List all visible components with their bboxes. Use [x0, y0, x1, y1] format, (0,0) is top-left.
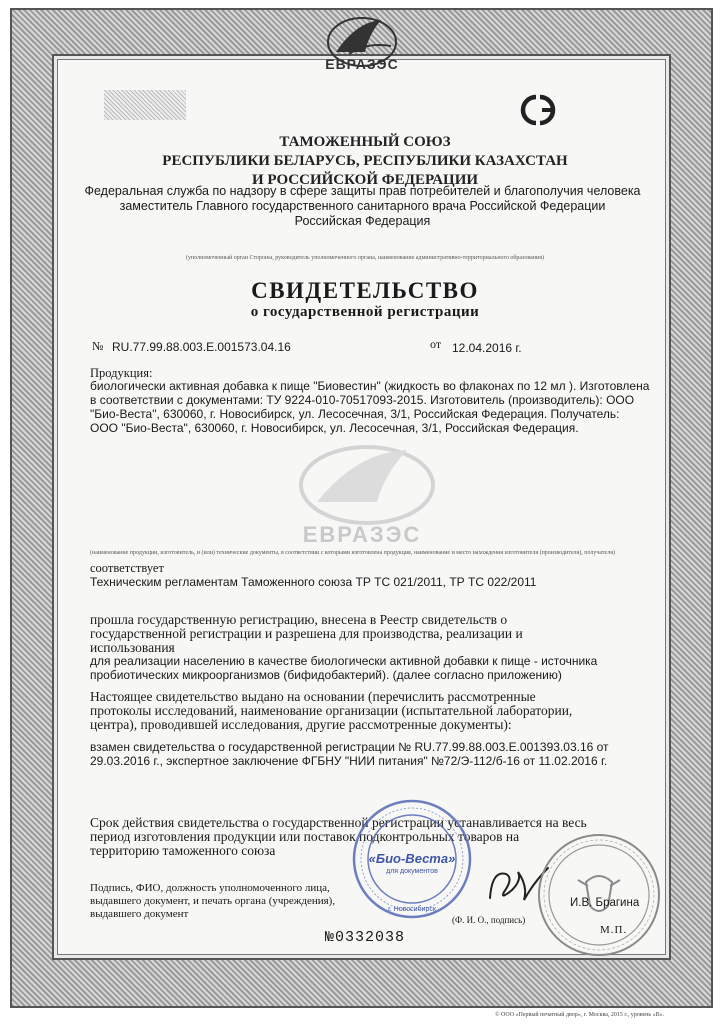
- basis-line-3: центра), проводившей исследования, другие рассмотренные документы):: [90, 717, 512, 732]
- signatory-name: И.В. Брагина: [570, 897, 640, 909]
- watermark-text: ЕВРАЗЭС: [302, 522, 422, 547]
- basis-value-2: 29.03.2016 г., экспертное заключение ФГБНУ "НИИ питания" №72/Э-112/б-16 от 11.02.2016 г.: [90, 754, 608, 768]
- use-line-1: для реализации населению в качестве биологически активной добавки к пище - источника: [90, 654, 598, 668]
- product-description: [90, 379, 650, 435]
- product-line-4: ООО "Био-Веста", 630060, г. Новосибирск, ул. Лесосечная, 3/1, Российская Федерация.: [90, 421, 579, 435]
- product-hint: (наименование продукции, изготовитель, и (или) технические документы, в соответствии с которыми изготовлена продукция, наименование и место нахождения изготовителя (производителя), получателя): [90, 550, 615, 556]
- product-line-1: биологически активная добавка к пище "Биовестин" (жидкость во флаконах по 12 мл ). Изготовлена: [90, 379, 650, 393]
- registration-line-2: государственной регистрации и разрешена для производства, реализации и: [90, 626, 523, 641]
- customs-union-heading: [90, 133, 640, 190]
- stamp-place-label: М.П.: [600, 924, 628, 936]
- union-line-3: И РОССИЙСКОЙ ФЕДЕРАЦИИ: [251, 172, 479, 188]
- authority-line-2: заместитель Главного государственного санитарного врача Российской Федерации: [119, 199, 606, 213]
- stamp-company-name: «Био-Веста»: [368, 851, 456, 866]
- basis-statement: [90, 690, 650, 732]
- product-line-2: в соответствии с документами: ТУ 9224-010-70517093-2015. Изготовитель (производитель): ООО: [90, 393, 635, 407]
- signature-caption-line-3: выдавшего документ: [90, 908, 189, 920]
- stamp-city: г. Новосибирск: [388, 906, 436, 913]
- union-line-1: ТАМОЖЕННЫЙ СОЮЗ: [279, 134, 451, 150]
- basis-line-2: протоколы исследований, наименование организации (испытательной лаборатории,: [90, 703, 573, 718]
- printer-imprint: © ООО «Первый печатный двор», г. Москва, 2015 г., уровень «В».: [495, 1012, 665, 1018]
- validity-line-3: территорию таможенного союза: [90, 843, 276, 858]
- date-label: от: [430, 337, 442, 351]
- validity-line-1: Срок действия свидетельства о государственной регистрации устанавливается на весь: [90, 815, 587, 830]
- certificate-number: RU.77.99.88.003.Е.001573.04.16: [112, 340, 291, 354]
- certificate-title: СВИДЕТЕЛЬСТВО: [251, 278, 479, 303]
- conformity-mark-icon: [512, 91, 564, 129]
- product-label: Продукция:: [90, 366, 153, 380]
- stamp-subtitle: для документов: [386, 868, 438, 875]
- authority-hint: (уполномоченный орган Стороны, руководитель уполномоченного органа, наименование административно-территориального образования): [186, 255, 544, 261]
- validity-line-2: период изготовления продукции или поставок подконтрольных товаров на: [90, 829, 520, 844]
- signature-caption-line-2: выдавшего документ, и печать органа (учреждения),: [90, 895, 336, 907]
- watermark-emblem-icon: [292, 440, 442, 530]
- compliance-regulations: Техническим регламентам Таможенного союза ТР ТС 021/2011, ТР ТС 022/2011: [90, 575, 537, 589]
- registration-statement: [90, 613, 650, 655]
- certificate-date: 12.04.2016 г.: [452, 341, 522, 355]
- evrazes-logo-text: ЕВРАЗЭС: [325, 56, 399, 72]
- registration-line-3: использования: [90, 640, 175, 655]
- basis-value-1: взамен свидетельства о государственной регистрации № RU.77.99.88.003.Е.001393.03.16 от: [90, 740, 609, 754]
- hatched-security-mark: [104, 90, 186, 120]
- official-seal-icon: [534, 830, 664, 960]
- product-line-3: "Био-Веста", 630060, г. Новосибирск, ул. Лесосечная, 3/1, Российская Федерация. Получатель:: [90, 407, 620, 421]
- form-serial-number: №0332038: [325, 929, 406, 946]
- registration-line-1: прошла государственную регистрацию, внесена в Реестр свидетельств о: [90, 612, 508, 627]
- number-label: №: [92, 339, 104, 353]
- fio-hint: (Ф. И. О., подпись): [452, 915, 526, 925]
- certificate-subtitle: о государственной регистрации: [250, 304, 480, 320]
- use-line-2: пробиотических микроорганизмов (бифидобактерий). (далее согласно приложению): [90, 668, 562, 682]
- signature-caption-line-1: Подпись, ФИО, должность уполномоченного лица,: [90, 882, 330, 894]
- union-line-2: РЕСПУБЛИКИ БЕЛАРУСЬ, РЕСПУБЛИКИ КАЗАХСТАН: [162, 153, 568, 169]
- authority-line-3: Российская Федерация: [294, 214, 431, 228]
- registration-use: [90, 654, 650, 682]
- compliance-label: соответствует: [90, 561, 164, 575]
- basis-documents: [90, 740, 650, 768]
- issuing-authority: [80, 184, 645, 229]
- authority-line-1: Федеральная служба по надзору в сфере защиты прав потребителей и благополучия человека: [84, 184, 641, 198]
- basis-line-1: Настоящее свидетельство выдано на основании (перечислить рассмотренные: [90, 689, 536, 704]
